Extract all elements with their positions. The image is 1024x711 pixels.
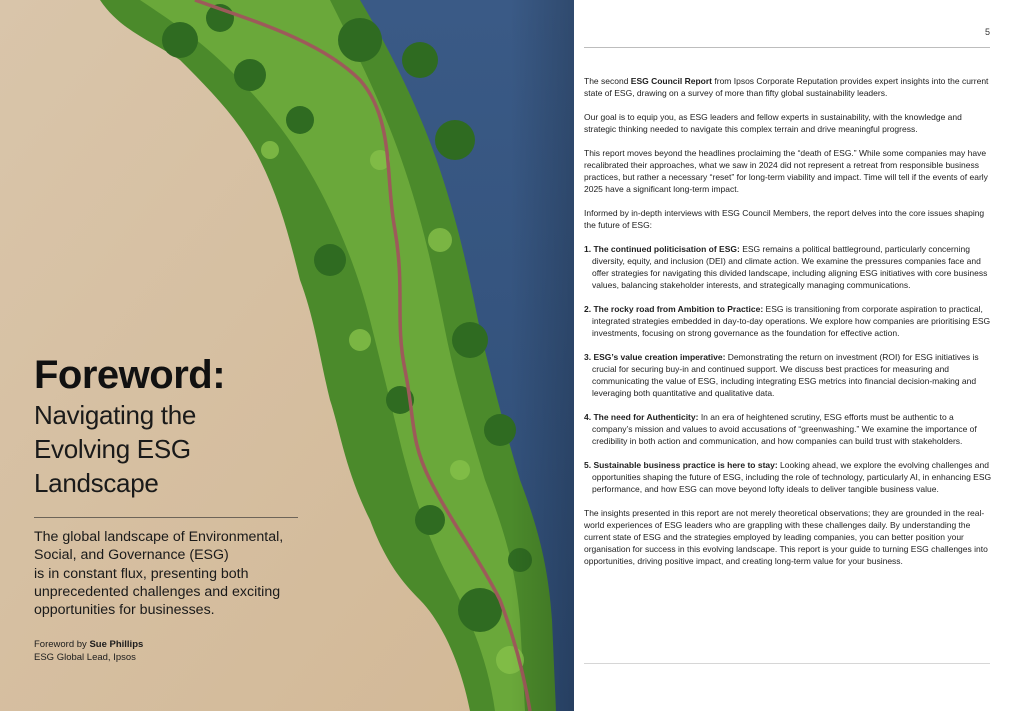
divider xyxy=(34,517,298,518)
list-item-heading: 1. The continued politicisation of ESG: xyxy=(584,244,740,254)
text-page xyxy=(574,0,1024,711)
issues-list xyxy=(584,243,992,495)
subtitle-line: Navigating the xyxy=(34,400,197,430)
text-run: The second xyxy=(584,76,631,86)
list-item xyxy=(584,243,992,291)
paragraph-reset: This report moves beyond the headlines proclaiming the “death of ESG.” While some companies may have recalibrated their approaches, what we saw in 2024 did not represent a retreat from responsible business practices, but rather a necessary “reset” for long-term viability and impact. Time will tell if the events of early 2025 have a significant long-term impact. xyxy=(584,148,988,194)
list-item xyxy=(584,303,992,339)
header-rule xyxy=(584,47,990,48)
paragraph-intro xyxy=(584,75,992,99)
list-item-heading: 5. Sustainable business practice is here to stay: xyxy=(584,460,778,470)
subtitle-line: Landscape xyxy=(34,468,159,498)
list-item xyxy=(584,351,992,399)
list-item-heading: 2. The rocky road from Ambition to Practice: xyxy=(584,304,764,314)
intro-line: opportunities for businesses. xyxy=(34,602,215,619)
foreword-subtitle xyxy=(34,398,314,500)
list-item xyxy=(584,411,992,447)
foreword-title: Foreword: xyxy=(34,353,226,397)
intro-line: Social, and Governance (ESG) xyxy=(34,547,229,564)
list-item-text: ESG remains a political battleground, particularly concerning diversity, equity, and inclusion (DEI) and climate action. We examine the pressures companies face and offer strategies for navigating this divided landscape, including aligning ESG initiatives with core business values, balancing stakeholder interests, and strategically managing communications. xyxy=(592,244,988,290)
body-text xyxy=(584,75,992,579)
subtitle-line: Evolving ESG xyxy=(34,434,191,464)
list-item-text: Demonstrating the return on investment (ROI) for ESG initiatives is crucial for securing buy-in and continued support. We discuss best practices for measuring and communicating the value of ESG, including integrating ESG metrics into financial decision-making and leveraging both quantitative and qualitative data. xyxy=(592,352,979,398)
text-run: from Ipsos Corporate Reputation provides expert insights into the current state of ESG, drawing on a survey of more than fifty global sustainability leaders. xyxy=(584,76,989,98)
paragraph-conclusion: The insights presented in this report are not merely theoretical observations; they are grounded in the real-world experiences of ESG leaders who are grappling with these challenges daily. By understanding the current state of ESG and the strategies employed by leading companies, you can better position your organisation for success in this evolving landscape. This report is your guide to turning ESG challenges into opportunities, driving positive impact, and creating long-term value for your business. xyxy=(584,508,988,566)
report-name: ESG Council Report xyxy=(630,76,713,86)
list-item-text: In an era of heightened scrutiny, ESG efforts must be authentic to a company’s mission and values to avoid accusations of “greenwashing.” We examine the importance of credibility in both action and communication, and how companies can build trust with stakeholders. xyxy=(592,412,977,446)
byline-role: ESG Global Lead, Ipsos xyxy=(34,652,136,663)
byline-author: Sue Phillips xyxy=(89,639,144,650)
list-item-heading: 4. The need for Authenticity: xyxy=(584,412,699,422)
foreword-byline xyxy=(34,638,143,664)
foreword-intro xyxy=(34,528,304,619)
intro-line: The global landscape of Environmental, xyxy=(34,529,284,545)
list-item-heading: 3. ESG’s value creation imperative: xyxy=(584,352,726,362)
intro-line: is in constant flux, presenting both xyxy=(34,565,249,582)
list-item xyxy=(584,459,992,495)
list-item-text: ESG is transitioning from corporate aspiration to practical, integrated strategies embedded in day-to-day operations. We explore how companies are prioritising ESG investments, focusing on strong governance as the foundation for effective action. xyxy=(592,304,991,338)
list-item-text: Looking ahead, we explore the evolving challenges and opportunities shaping the future of ESG, including the role of technology, particularly AI, in enhancing ESG performance, and how ESG can move beyond lofty ideals to deliver tangible business value. xyxy=(592,460,992,494)
paragraph-informed: Informed by in-depth interviews with ESG Council Members, the report delves into the core issues shaping the future of ESG: xyxy=(584,208,985,230)
paragraph-goal: Our goal is to equip you, as ESG leaders and fellow experts in sustainability, with the knowledge and strategic thinking needed to navigate this complex terrain and drive meaningful progress. xyxy=(584,112,962,134)
intro-line: unprecedented challenges and exciting xyxy=(34,583,281,600)
footer-rule xyxy=(584,663,990,664)
page-number: 5 xyxy=(984,27,990,37)
foreword-heading xyxy=(34,352,314,500)
byline-prefix: Foreword by xyxy=(34,639,90,650)
